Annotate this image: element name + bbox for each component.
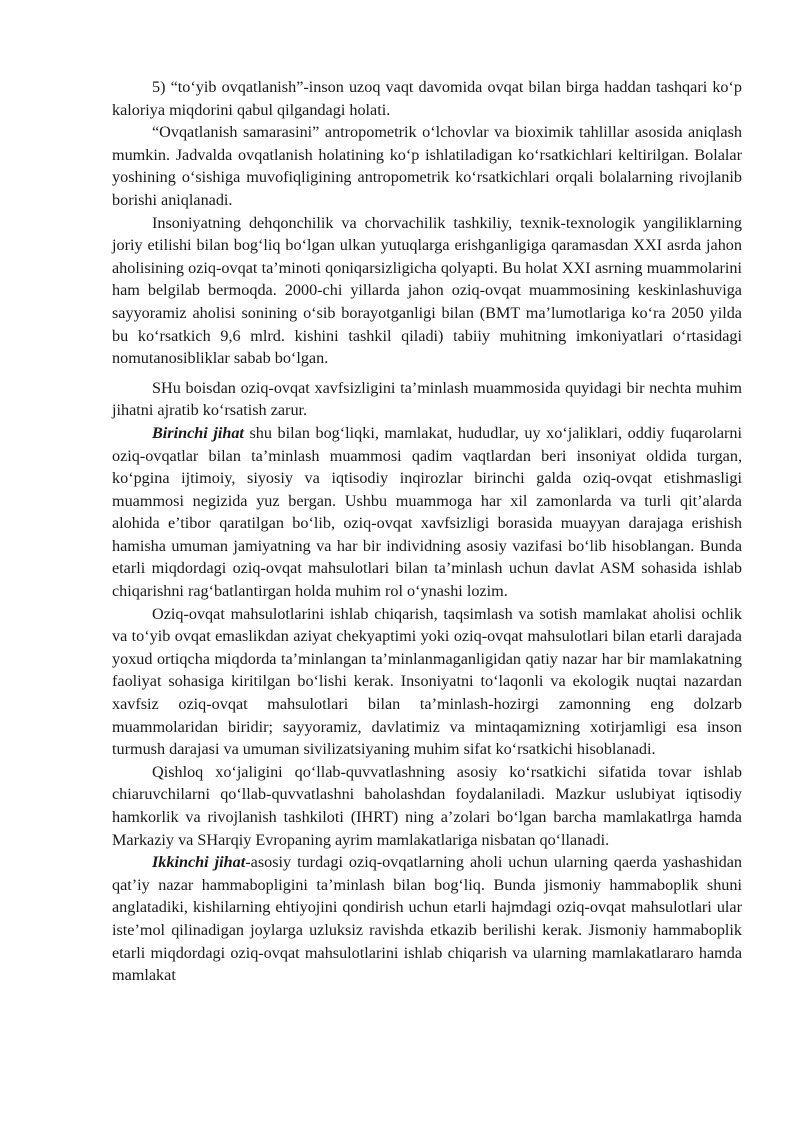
paragraph-first-aspect (112, 422, 742, 603)
paragraph-text: Insoniyatning dehqonchilik va chorvachilik tashkiliy, texnik-texnologik yangiliklarning joriy etilishi bilan bog‘liq bo‘lgan ulkan yutuqlarga erishganligiga qaramasdan XXI asrda jahon aholisining oziq-ovqat ta’minoti qoniqarsizligicha qolyapti. Bu holat XXI asrning muammolarini ham belgilab bermoqda. 2000-chi yillarda jahon oziq-ovqat muammosining keskinlashuviga sayyoramiz aholisi sonining o‘sib borayotganligi bilan (BMT ma’lumotlariga ko‘ra 2050 yilda bu ko‘rsatkich 9,6 mlrd. kishini tashkil qiladi) tabiiy muhitning imkoniyatlari o‘rtasidagi nomutanosibliklar sabab bo‘lgan. (112, 213, 742, 368)
paragraph-text: Qishloq xo‘jaligini qo‘llab-quvvatlashning asosiy ko‘rsatkichi sifatida tovar ishlab chiaruvchilarni qo‘llab-quvvatlashni baholashdan foydalaniladi. Mazkur uslubiyat iqtisodiy hamkorlik va rivojlanish tashkiloti (IHRT) ning a’zolari bo‘lgan barcha mamlakatlrga hamda Markaziy va SHarqiy Evropaning ayrim mamlakatlariga nisbatan qo‘llanadi. (112, 762, 742, 849)
document-page (112, 76, 742, 987)
paragraph-second-aspect (112, 851, 742, 987)
paragraph-text: -asosiy turdagi oziq-ovqatlarning aholi uchun ularning qaerda yashashidan qat’iy nazar hammabopligini ta’minlash bilan bog‘liq. Bunda jismoniy hammaboplik shuni anglatadiki, kishilarning ehtiyojini qondirish uchun etarli hajmdagi oziq-ovqat mahsulotlari ular iste’mol qilinadigan joylarga uzluksiz ravishda etkazib berilishi kerak. Jismoniy hammaboplik etarli miqdordagi oziq-ovqat mahsulotlarini ishlab chiqarish va ularning mamlakatlararo hamda mamlakat (112, 853, 742, 985)
paragraph-food-supply-problem (112, 212, 742, 370)
paragraph-food-security-aspects (112, 377, 742, 422)
paragraph-lead-first-aspect: Birinchi jihat (152, 423, 244, 442)
paragraph-food-production (112, 603, 742, 761)
paragraph-text: shu bilan bog‘liqki, mamlakat, hududlar, uy xo‘jaliklari, oddiy fuqarolarni oziq-ovqatlar bilan ta’minlash muammosi qadim vaqtlardan beri insoniyat oldida turgan, ko‘pgina ijtimoiy, siyosiy va iqtisodiy inqirozlar birinchi galda oziq-ovqat etishmasligi muammosi negizida yuz bergan. Ushbu muammoga har xil zamonlarda va turli qit’alarda alohida e’tibor qaratilgan bo‘lib, oziq-ovqat xavfsizligi borasida muayyan darajaga erishish hamisha umuman jamiyatning va har bir individning asosiy vazifasi bo‘lib hisoblangan. Bunda etarli miqdordagi oziq-ovqat mahsulotlari bilan ta’minlash uchun davlat ASM sohasida ishlab chiqarishni rag‘batlantirgan holda muhim rol o‘ynashi lozim. (112, 423, 742, 601)
paragraph-text: SHu boisdan oziq-ovqat xavfsizligini ta’minlash muammosida quyidagi bir nechta muhim jihatni ajratib ko‘rsatish zarur. (112, 378, 742, 420)
paragraph-lead-second-aspect: Ikkinchi jihat (152, 853, 246, 872)
paragraph-nutrition-effectiveness (112, 121, 742, 211)
paragraph-agriculture-support (112, 761, 742, 851)
paragraph-text: 5) “to‘yib ovqatlanish”-inson uzoq vaqt davomida ovqat bilan birga haddan tashqari ko‘p kaloriya miqdorini qabul qilgandagi holati. (112, 78, 742, 119)
paragraph-text: Oziq-ovqat mahsulotlarini ishlab chiqarish, taqsimlash va sotish mamlakat aholisi ochlik va to‘yib ovqat emaslikdan aziyat chekyaptimi yoki oziq-ovqat mahsulotlari bilan etarli darajada yoxud ortiqcha miqdorda ta’minlangan ta’minlanmaganligidan qatiy nazar har bir mamlakatning faoliyat sohasiga kiritilgan bo‘lishi kerak. Insoniyatni to‘laqonli va ekologik nuqtai nazardan xavfsiz oziq-ovqat mahsulotlari bilan ta’minlash-hozirgi zamonning eng dolzarb muammolaridan biridir; sayyoramiz, davlatimiz va mintaqamizning xotirjamligi esa inson turmush darajasi va umuman sivilizatsiyaning muhim sifat ko‘rsatkichi hisoblanadi. (112, 604, 742, 759)
paragraph-overeating-definition (112, 76, 742, 121)
paragraph-text: “Ovqatlanish samarasini” antropometrik o‘lchovlar va bioximik tahlillar asosida aniqlash mumkin. Jadvalda ovqatlanish holatining ko‘p ishlatiladigan ko‘rsatkichlari keltirilgan. Bolalar yoshining o‘sishiga muvofiqligining antropometrik ko‘rsatkichlari orqali bolalarning rivojlanib borishi aniqlanadi. (112, 123, 742, 209)
